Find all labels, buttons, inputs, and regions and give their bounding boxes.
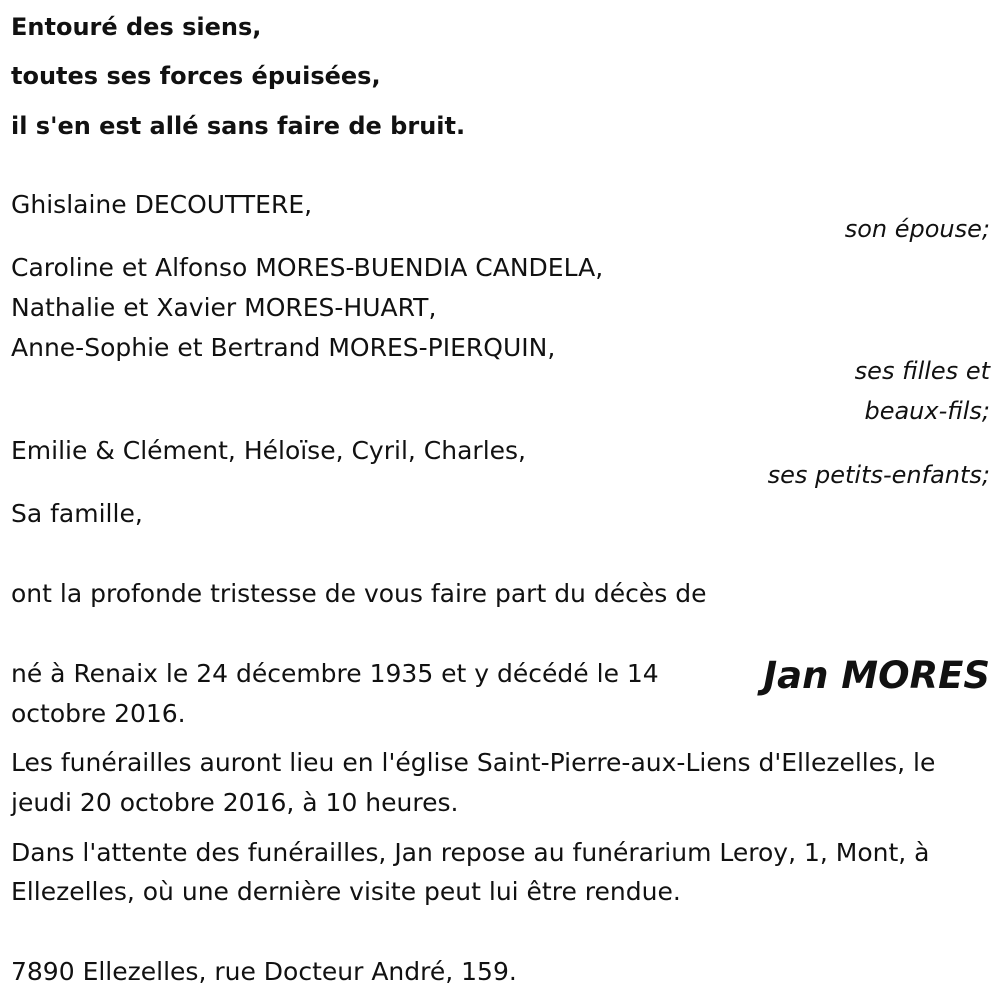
wife-name: Ghislaine DECOUTTERE, (11, 190, 313, 219)
grandchildren: Emilie & Clément, Héloïse, Cyril, Charles, (11, 436, 526, 465)
visitation-line-1: Dans l'attente des funérailles, Jan repose au funérarium Leroy, 1, Mont, à (11, 838, 930, 867)
grandchildren-role: ses petits-enfants; (767, 461, 990, 489)
intro-line-1: Entouré des siens, (11, 13, 262, 41)
daughters-role-1: ses filles et (854, 357, 990, 385)
birth-death-line-1: né à Renaix le 24 décembre 1935 et y décédé le 14 (11, 659, 659, 688)
intro-line-2: toutes ses forces épuisées, (11, 62, 381, 90)
daughter-3: Anne-Sophie et Bertrand MORES-PIERQUIN, (11, 333, 556, 362)
extended-family: Sa famille, (11, 499, 143, 528)
wife-role: son épouse; (844, 215, 990, 243)
daughter-2: Nathalie et Xavier MORES-HUART, (11, 293, 437, 322)
deceased-name: Jan MORES (763, 654, 990, 697)
daughter-1: Caroline et Alfonso MORES-BUENDIA CANDELA, (11, 253, 604, 282)
birth-death-line-2: octobre 2016. (11, 699, 186, 728)
address: 7890 Ellezelles, rue Docteur André, 159. (11, 957, 517, 986)
visitation-line-2: Ellezelles, où une dernière visite peut lui être rendue. (11, 877, 681, 906)
funeral-line-2: jeudi 20 octobre 2016, à 10 heures. (11, 788, 459, 817)
announcement: ont la profonde tristesse de vous faire part du décès de (11, 579, 707, 608)
intro-line-3: il s'en est allé sans faire de bruit. (11, 112, 466, 140)
funeral-line-1: Les funérailles auront lieu en l'église Saint-Pierre-aux-Liens d'Ellezelles, le (11, 748, 936, 777)
daughters-role-2: beaux-fils; (864, 397, 990, 425)
